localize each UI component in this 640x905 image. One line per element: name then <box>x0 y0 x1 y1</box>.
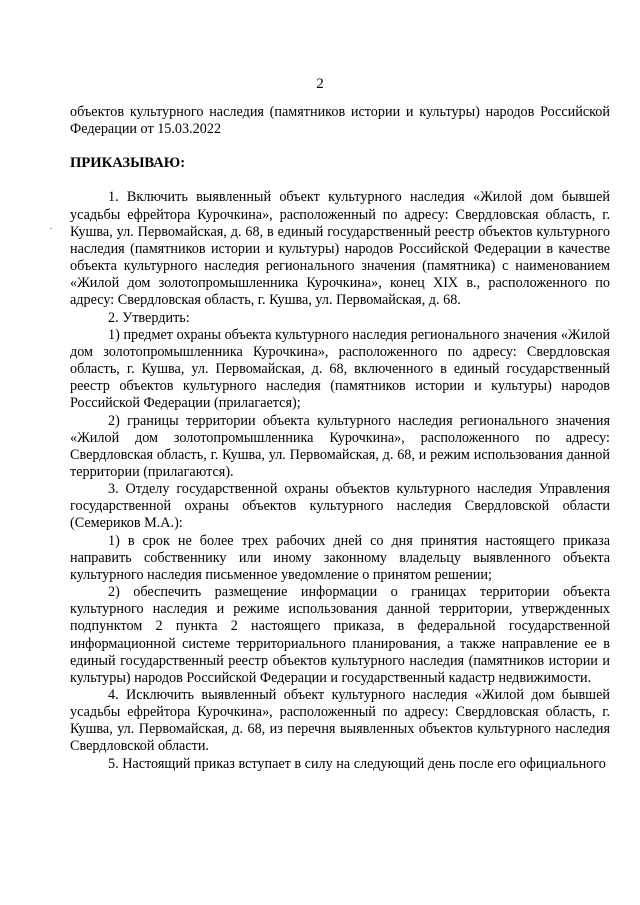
paragraph-2-2: 2) границы территории объекта культурного наследия регионального значения «Жилой дом золотопромышленника Курочкина», расположенного по адресу: Свердловская область, г. Кушва, ул. Первомайская, д. 68, и режим использования данной территории (прилагаются). <box>70 412 610 480</box>
paragraph-3-1: 1) в срок не более трех рабочих дней со дня принятия настоящего приказа направить собственнику или иному законному владельцу выявленного объекта культурного наследия письменное уведомление о принятом решении; <box>70 532 610 583</box>
scan-artifact <box>50 228 52 229</box>
paragraph-3: 3. Отделу государственной охраны объектов культурного наследия Управления государственной охраны объектов культурного наследия Свердловской области (Семериков М.А.): <box>70 481 610 532</box>
paragraph-2-1: 1) предмет охраны объекта культурного наследия регионального значения «Жилой дом золотопромышленника Курочкина», расположенного по адресу: Свердловская область, г. Кушва, ул. Первомайская, д. 68, включенного в единый государственный реестр объектов культурного наследия (памятников истории и культуры) народов Российской Федерации (прилагается); <box>70 326 610 412</box>
paragraph-5: 5. Настоящий приказ вступает в силу на следующий день после его официального <box>108 755 606 772</box>
page-number: 2 <box>316 76 324 92</box>
paragraph-4: 4. Исключить выявленный объект культурного наследия «Жилой дом бывшей усадьбы ефрейтора Курочкина», расположенный по адресу: Свердловская область, г. Кушва, ул. Первомайская, д. 68, из перечня выявленных объектов культурного наследия Свердловской области. <box>70 687 610 755</box>
intro-text: объектов культурного наследия (памятников истории и культуры) народов Российской Федерации от 15.03.2022 <box>70 104 610 138</box>
document-body <box>70 104 610 773</box>
paragraph-1: 1. Включить выявленный объект культурного наследия «Жилой дом бывшей усадьбы ефрейтора Курочкина», расположенный по адресу: Свердловская область, г. Кушва, ул. Первомайская, д. 68, в единый государственный реестр объектов культурного наследия (памятников истории и культуры) народов Российской Федерации в качестве объекта культурного наследия регионального значения (памятника) с наименованием «Жилой дом золотопромышленника Курочкина», конец XIX в., расположенного по адресу: Свердловская область, г. Кушва, ул. Первомайская, д. 68. <box>70 189 610 309</box>
order-heading: ПРИКАЗЫВАЮ: <box>70 155 186 172</box>
paragraph-3-2: 2) обеспечить размещение информации о границах территории объекта культурного наследия и режиме использования данной территории, утвержденных подпунктом 2 пункта 2 настоящего приказа, в федеральной государственной информационной системе территориального планирования, а также направление ее в единый государственный реестр объектов культурного наследия (памятников истории и культуры) народов Российской Федерации и государственный кадастр недвижимости. <box>70 584 610 686</box>
paragraph-2: 2. Утвердить: <box>108 309 190 326</box>
